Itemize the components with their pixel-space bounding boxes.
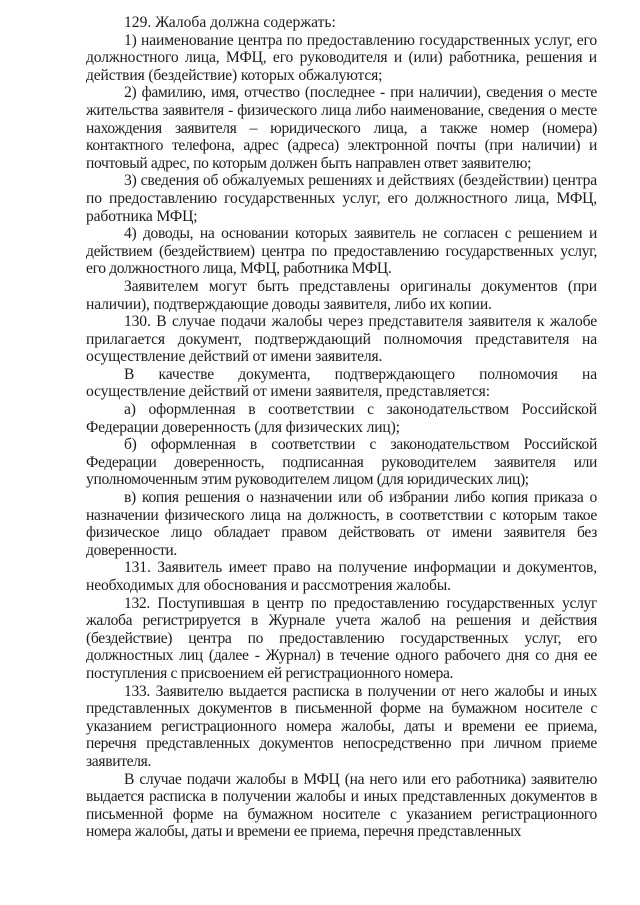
paragraph-130: 130. В случае подачи жалобы через представителя заявителя к жалобе прилагается документ, подтверждающий полномочия представителя на осуществление действий от имени заявителя. (86, 313, 597, 366)
paragraph-129-item-2: 2) фамилию, имя, отчество (последнее - при наличии), сведения о месте жительства заявителя - физического лица либо наименование, сведения о месте нахождения заявителя – юридического лица, а также номер (номера) контактного телефона, адрес (адреса) электронной почты (при наличии) и почтовый адрес, по которым должен быть направлен ответ заявителю; (86, 84, 597, 172)
paragraph-129-item-1: 1) наименование центра по предоставлению государственных услуг, его должностного лица, МФЦ, его руководителя и (или) работника, решения и действия (бездействие) которых обжалуются; (86, 31, 597, 84)
paragraph-129-originals: Заявителем могут быть представлены оригиналы документов (при наличии), подтверждающие доводы заявителя, либо их копии. (86, 277, 597, 313)
paragraph-131: 131. Заявитель имеет право на получение информации и документов, необходимых для обоснования и рассмотрения жалобы. (86, 559, 597, 594)
document-body (86, 14, 597, 841)
paragraph-133-mfc: В случае подачи жалобы в МФЦ (на него или его работника) заявителю выдается расписка в получении жалобы и иных представленных документов в письменной форме на бумажном носителе с указанием регистрационного номера жалобы, даты и времени ее приема, перечня представленных (86, 770, 597, 841)
paragraph-129-heading: 129. Жалоба должна содержать: (124, 14, 336, 31)
paragraph-129-item-4: 4) доводы, на основании которых заявитель не согласен с решением и действием (бездействием) центра по предоставлению государственных услуг, его должностного лица, МФЦ, работника МФЦ. (86, 225, 597, 278)
paragraph-130-item-a: а) оформленная в соответствии с законодательством Российской Федерации доверенность (для физических лиц); (86, 401, 597, 436)
paragraph-130-item-b: б) оформленная в соответствии с законодательством Российской Федерации доверенность, подписанная руководителем заявителя или уполномоченным этим руководителем лицом (для юридических лиц); (86, 436, 597, 489)
paragraph-132: 132. Поступившая в центр по предоставлению государственных услуг жалоба регистрируется в Журнале учета жалоб на решения и действия (бездействие) центра по предоставлению государственных услуг, его должностных лиц (далее - Журнал) в течение одного рабочего дня со дня ее поступления с присвоением ей регистрационного номера. (86, 594, 597, 682)
paragraph-130-item-v: в) копия решения о назначении или об избрании либо копия приказа о назначении физического лица на должность, в соответствии с которым такое физическое лицо обладает правом действовать от имени заявителя без доверенности. (86, 489, 597, 559)
paragraph-129-item-3: 3) сведения об обжалуемых решениях и действиях (бездействии) центра по предоставлению государственных услуг, его должностного лица, МФЦ, работника МФЦ; (86, 172, 597, 225)
paragraph-133: 133. Заявителю выдается расписка в получении от него жалобы и иных представленных документов в письменной форме на бумажном носителе с указанием регистрационного номера жалобы, даты и времени ее приема, перечня представленных документов непосредственно при личном приеме заявителя. (86, 682, 597, 770)
paragraph-130-documents: В качестве документа, подтверждающего полномочия на осуществление действий от имени заявителя, представляется: (86, 365, 597, 401)
